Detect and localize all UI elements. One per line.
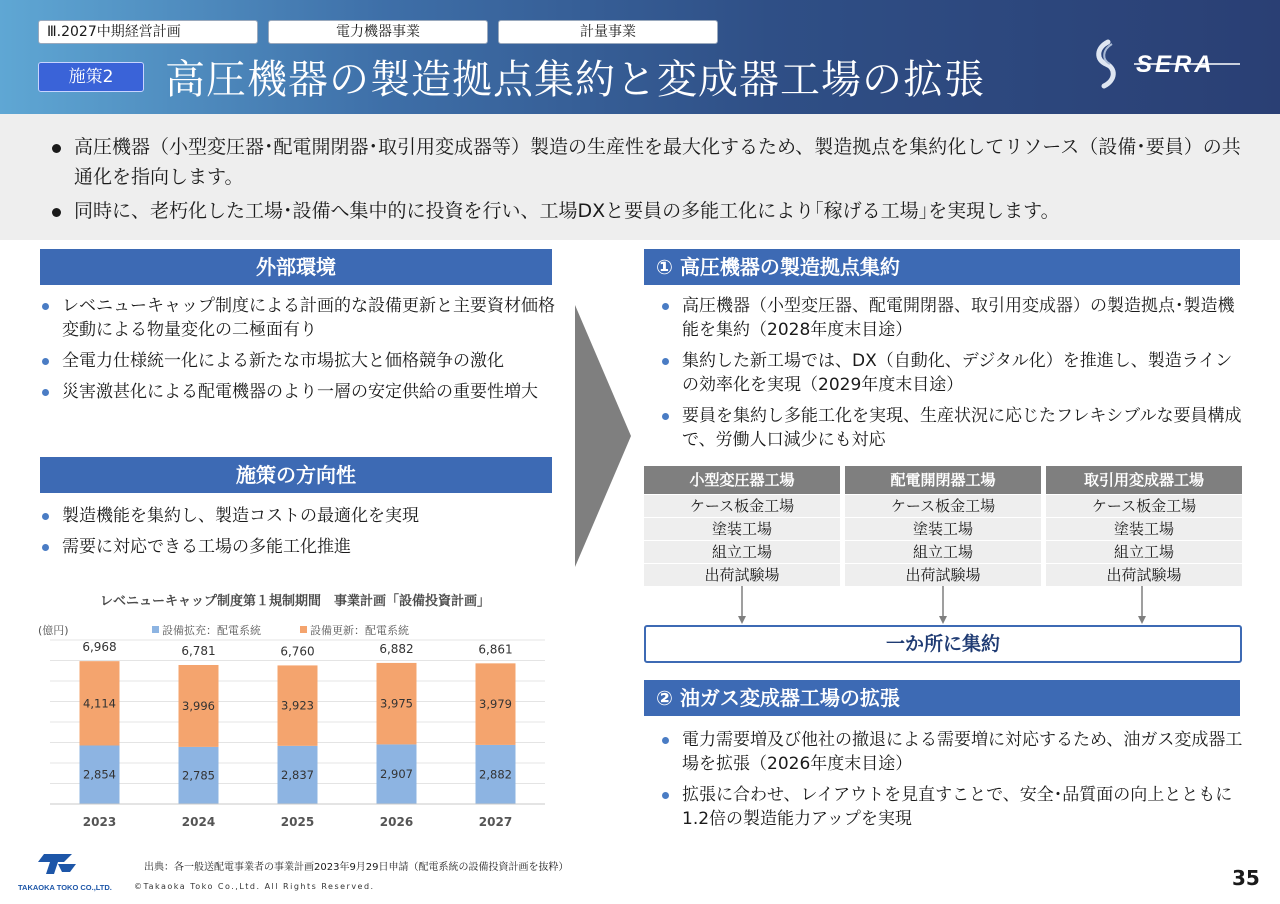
chart-title: レベニューキャップ制度第１規制期間 事業計画「設備投資計画」 — [99, 594, 490, 609]
factory-item: 組立工場 — [644, 541, 840, 563]
company-logo — [18, 852, 118, 894]
bar-total-label: 6,760 — [280, 644, 315, 659]
legend-swatch — [300, 626, 307, 633]
policy-item: 製造機能を集約し、製造コストの最適化を実現 — [40, 504, 556, 528]
bar-total-label: 6,882 — [379, 641, 414, 656]
bar-value-label: 2,907 — [380, 767, 413, 782]
factory-column — [644, 466, 840, 586]
external-env-item: 災害激甚化による配電機器のより一層の安定供給の重要性増大 — [40, 380, 556, 404]
factory-item: 組立工場 — [1046, 541, 1242, 563]
factory-item: 組立工場 — [845, 541, 1041, 563]
factory-item: ケース板金工場 — [644, 495, 840, 517]
bar-total-label: 6,861 — [478, 642, 513, 657]
legend-label: 設備更新：配電系統 — [310, 624, 409, 637]
copyright: ©Takaoka Toko Co.,Ltd. All Rights Reserved. — [134, 882, 375, 891]
factory-item: ケース板金工場 — [845, 495, 1041, 517]
intro-bullet: 高圧機器（小型変圧器･配電開閉器･取引用変成器等）製造の生産性を最大化するため、製造拠点を集約化してリソース（設備･要員）の共通化を指向します。 — [52, 132, 1252, 192]
tab-metering[interactable]: 計量事業 — [498, 20, 718, 44]
measure-badge: 施策2 — [38, 62, 144, 92]
chart-y-label: (億円) — [38, 624, 69, 637]
legend-swatch — [152, 626, 159, 633]
factory-item: 塗装工場 — [845, 518, 1041, 540]
policy-list — [40, 504, 556, 566]
section2-item: 電力需要増及び他社の撤退による需要増に対応するため、油ガス変成器工場を拡張（2026年度末目途） — [660, 728, 1246, 776]
capex-chart — [30, 582, 560, 836]
section2-item: 拡張に合わせ、レイアウトを見直すことで、安全･品質面の向上とともに1.2倍の製造能力アップを実現 — [660, 783, 1246, 831]
intro-band — [0, 114, 1280, 240]
page-title: 高圧機器の製造拠点集約と変成器工場の拡張 — [165, 57, 985, 103]
bar-value-label: 2,854 — [83, 767, 116, 782]
section2-header: ② 油ガス変成器工場の拡張 — [644, 680, 1240, 716]
factory-item: ケース板金工場 — [1046, 495, 1242, 517]
bar-value-label: 3,996 — [182, 698, 215, 713]
x-tick-label: 2025 — [280, 815, 315, 829]
sera-logo-text: SERA — [1136, 51, 1215, 78]
factory-name: 小型変圧器工場 — [644, 466, 840, 494]
section1-list — [660, 294, 1246, 459]
factory-item: 出荷試験場 — [1046, 564, 1242, 586]
source-note: 出典：各一般送配電事業者の事業計画2023年9月29日申請（配電系統の設備投資計画を抜粋） — [144, 862, 569, 873]
bar-value-label: 2,785 — [182, 768, 215, 783]
bar-total-label: 6,968 — [82, 640, 117, 655]
page-number: 35 — [1232, 866, 1260, 890]
tab-midterm-plan[interactable]: Ⅲ.2027中期経営計画 — [38, 20, 258, 44]
section1-item: 高圧機器（小型変圧器、配電開閉器、取引用変成器）の製造拠点･製造機能を集約（2028年度末目途） — [660, 294, 1246, 342]
factory-item: 出荷試験場 — [644, 564, 840, 586]
bar-value-label: 3,979 — [479, 697, 512, 712]
section1-item: 集約した新工場では、DX（自動化、デジタル化）を推進し、製造ラインの効率化を実現（2029年度末目途） — [660, 349, 1246, 397]
arrow-down-icon — [1137, 586, 1147, 626]
arrow-down-icon — [938, 586, 948, 626]
tab-power-equipment[interactable]: 電力機器事業 — [268, 20, 488, 44]
company-name: TAKAOKA TOKO CO.,LTD. — [18, 883, 112, 892]
x-tick-label: 2026 — [379, 815, 414, 829]
arrow-down-icon — [737, 586, 747, 626]
section2-list — [660, 728, 1246, 838]
bar-value-label: 3,975 — [380, 696, 413, 711]
x-tick-label: 2024 — [181, 815, 216, 829]
section1-header: ① 高圧機器の製造拠点集約 — [644, 249, 1240, 285]
legend-label: 設備拡充：配電系統 — [162, 624, 261, 637]
bar-value-label: 2,882 — [479, 767, 512, 782]
chart-plot — [30, 582, 560, 836]
factory-item: 塗装工場 — [644, 518, 840, 540]
sera-logo — [1090, 34, 1250, 94]
external-env-header: 外部環境 — [40, 249, 552, 285]
consolidate-box: 一か所に集約 — [644, 625, 1242, 663]
factory-column — [1046, 466, 1242, 586]
factory-name: 配電開閉器工場 — [845, 466, 1041, 494]
header-banner — [0, 0, 1280, 114]
factory-name: 取引用変成器工場 — [1046, 466, 1242, 494]
intro-list — [52, 132, 1252, 230]
factory-column — [845, 466, 1041, 586]
policy-item: 需要に対応できる工場の多能工化推進 — [40, 535, 556, 559]
bar-value-label: 2,837 — [281, 767, 314, 782]
factory-item: 出荷試験場 — [845, 564, 1041, 586]
external-env-list — [40, 294, 556, 411]
intro-bullet: 同時に、老朽化した工場･設備へ集中的に投資を行い、工場DXと要員の多能工化により｢稼げる工場｣を実現します。 — [52, 196, 1252, 226]
bar-value-label: 3,923 — [281, 698, 314, 713]
chevron-right-icon — [573, 305, 633, 567]
policy-header: 施策の方向性 — [40, 457, 552, 493]
external-env-item: 全電力仕様統一化による新たな市場拡大と価格競争の激化 — [40, 349, 556, 373]
x-tick-label: 2027 — [478, 815, 513, 829]
bar-total-label: 6,781 — [181, 643, 216, 658]
external-env-item: レベニューキャップ制度による計画的な設備更新と主要資材価格変動による物量変化の二極面有り — [40, 294, 556, 342]
factory-item: 塗装工場 — [1046, 518, 1242, 540]
bar-value-label: 4,114 — [83, 696, 116, 711]
section1-item: 要員を集約し多能工化を実現、生産状況に応じたフレキシブルな要員構成で、労働人口減少にも対応 — [660, 404, 1246, 452]
x-tick-label: 2023 — [82, 815, 117, 829]
breadcrumb-tabs — [38, 20, 718, 44]
